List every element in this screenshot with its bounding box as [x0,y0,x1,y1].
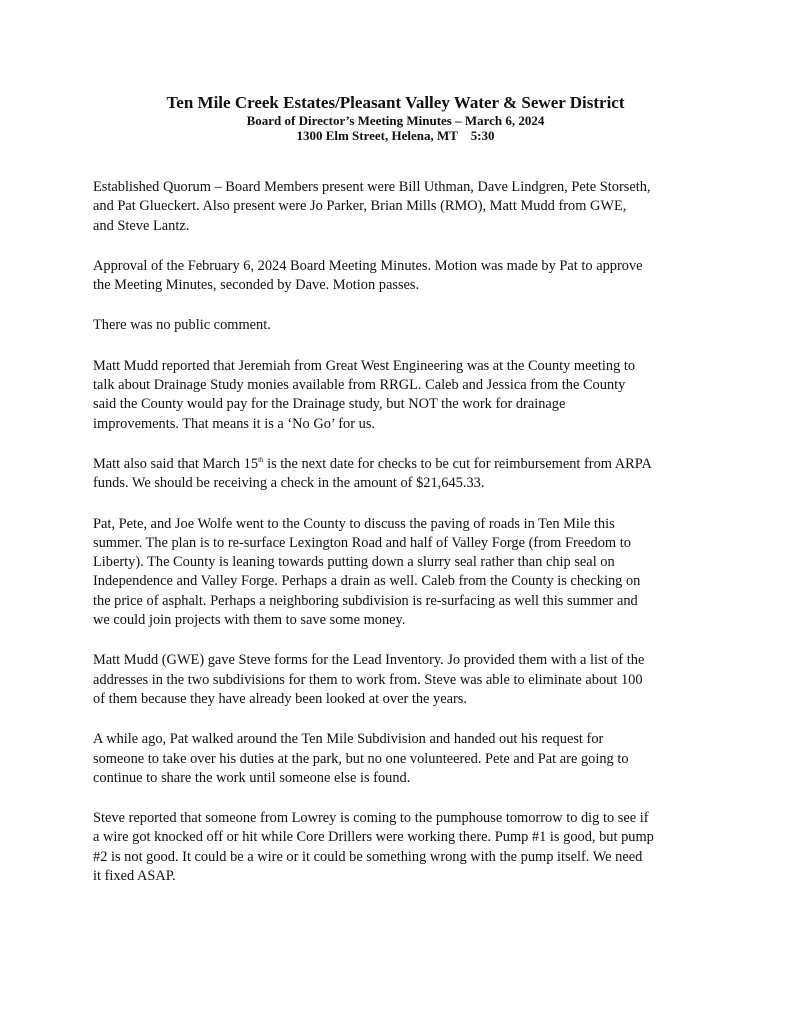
ordinal-suffix: th [258,455,264,464]
minutes-body [93,178,733,907]
paragraph-road-paving [93,515,733,631]
paragraph-quorum [93,178,733,236]
text-line: A while ago, Pat walked around the Ten Mile Subdivision and handed out his request for [93,731,604,748]
document-title: Ten Mile Creek Estates/Pleasant Valley Water & Sewer District [166,93,625,112]
text-line-part: is the next date for checks to be cut for reimbursement from ARPA [263,455,652,472]
text-line: it fixed ASAP. [93,868,176,885]
text-line: a wire got knocked off or hit while Core Drillers were working there. Pump #1 is good, but pump [93,829,654,846]
text-line: Matt Mudd (GWE) gave Steve forms for the Lead Inventory. Jo provided them with a list of the [93,652,645,669]
text-line: improvements. That means it is a ‘No Go’ for us. [93,415,376,432]
text-line: #2 is not good. It could be a wire or it could be something wrong with the pump itself. We need [93,848,643,865]
text-line: Pat, Pete, and Joe Wolfe went to the County to discuss the paving of roads in Ten Mile this [93,515,615,532]
paragraph-pumphouse [93,809,733,886]
text-line: There was no public comment. [93,317,271,334]
text-line: funds. We should be receiving a check in the amount of $21,645.33. [93,475,485,492]
meeting-address: 1300 Elm Street, Helena, MT 5:30 [296,128,495,143]
text-line: summer. The plan is to re-surface Lexington Road and half of Valley Forge (from Freedom to [93,534,631,551]
text-line: someone to take over his duties at the park, but no one volunteered. Pete and Pat are going to [93,750,629,767]
paragraph-lead-inventory [93,651,733,709]
text-line: Steve reported that someone from Lowrey is coming to the pumphouse tomorrow to dig to see if [93,810,649,827]
text-line: Approval of the February 6, 2024 Board Meeting Minutes. Motion was made by Pat to approve [93,257,643,274]
text-line: we could join projects with them to save some money. [93,612,406,629]
paragraph-park-duties [93,730,733,788]
text-line: and Pat Glueckert. Also present were Jo Parker, Brian Mills (RMO), Matt Mudd from GWE, [93,198,627,215]
text-line: Matt Mudd reported that Jeremiah from Great West Engineering was at the County meeting to [93,357,636,374]
text-line: Liberty). The County is leaning towards putting down a slurry seal rather than chip seal on [93,554,615,571]
text-line: talk about Drainage Study monies available from RRGL. Caleb and Jessica from the County [93,377,626,394]
text-line: Established Quorum – Board Members present were Bill Uthman, Dave Lindgren, Pete Storseth, [93,179,651,195]
paragraph-arpa-funds [93,455,733,494]
text-line: continue to share the work until someone else is found. [93,769,411,786]
text-line: said the County would pay for the Drainage study, but NOT the work for drainage [93,396,566,413]
text-line: the price of asphalt. Perhaps a neighboring subdivision is re-surfacing as well this summer and [93,592,638,609]
text-line: addresses in the two subdivisions for them to work from. Steve was able to eliminate about 100 [93,671,643,688]
paragraph-drainage-study [93,357,733,434]
text-line: and Steve Lantz. [93,217,190,234]
paragraph-public-comment [93,316,733,335]
document-header [0,93,791,143]
text-line: of them because they have already been looked at over the years. [93,690,467,707]
text-line: Independence and Valley Forge. Perhaps a drain as well. Caleb from the County is checking on [93,573,641,590]
text-line: the Meeting Minutes, seconded by Dave. Motion passes. [93,277,420,294]
paragraph-approval [93,257,733,296]
text-line-part: Matt also said that March 15 [93,455,259,472]
meeting-subtitle: Board of Director’s Meeting Minutes – March 6, 2024 [246,113,545,128]
